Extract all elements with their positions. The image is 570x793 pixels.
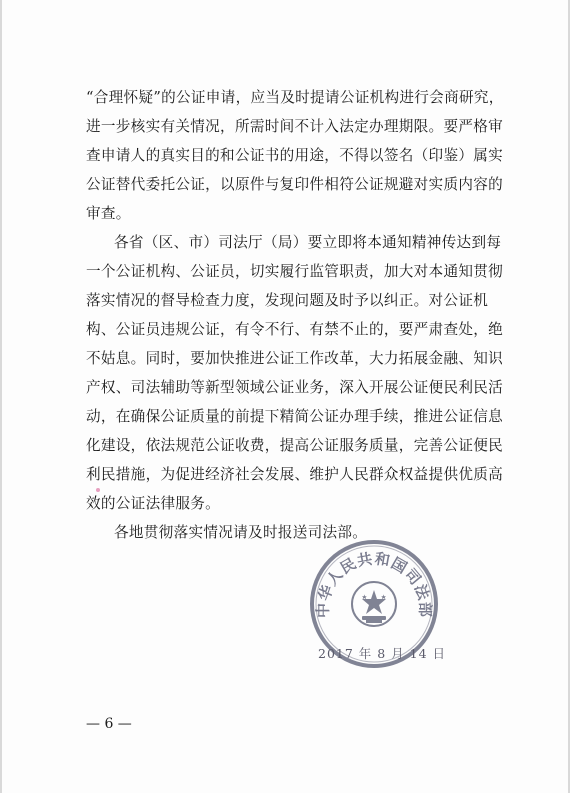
paragraph-start-line: 各地贯彻落实情况请及时报送司法部。	[114, 524, 368, 541]
body-line: 查申请人的真实目的和公证书的用途，不得以签名（印鉴）属实	[86, 147, 504, 164]
body-line: 落实情况的督导检查力度，发现问题及时予以纠正。对公证机	[86, 292, 489, 309]
signature-date: 2017 年 8 月 14 日	[318, 646, 447, 661]
body-line: 化建设，依法规范公证收费，提高公证服务质量，完善公证便民	[86, 437, 504, 454]
body-line: 进一步核实有关情况，所需时间不计入法定办理期限。要严格审	[86, 118, 504, 135]
body-line: 审查。	[86, 205, 131, 222]
body-line: 效的公证法律服务。	[86, 495, 221, 512]
seal-text: 中华人民共和国司法部	[313, 549, 435, 618]
body-line: 公证替代委托公证，以原件与复印件相符公证规避对实质内容的	[86, 176, 504, 193]
paragraph-start-line: 各省（区、市）司法厅（局）要立即将本通知精神传达到每	[114, 234, 502, 251]
body-line: 动，在确保公证质量的前提下精简公证办理手续，推进公证信息	[86, 408, 504, 425]
page-edge-left	[0, 0, 2, 793]
page-number: — 6 —	[86, 716, 132, 732]
ink-mark	[96, 488, 100, 492]
national-emblem-icon	[352, 582, 396, 626]
body-line: 不姑息。同时，要加快推进公证工作改革，大力拓展金融、知识	[86, 350, 504, 367]
body-line: 产权、司法辅助等新型领域公证业务，深入开展公证便民利民活	[86, 379, 504, 396]
body-line: 一个公证机构、公证员，切实履行监管职责，加大对本通知贯彻	[86, 263, 504, 280]
body-line: 构、公证员违规公证，有令不行、有禁不止的，要严肃查处，绝	[86, 321, 504, 338]
body-line: “合理怀疑”的公证申请，应当及时提请公证机构进行会商研究，	[86, 89, 504, 106]
body-line: 利民措施，为促进经济社会发展、维护人民群众权益提供优质高	[86, 466, 504, 483]
